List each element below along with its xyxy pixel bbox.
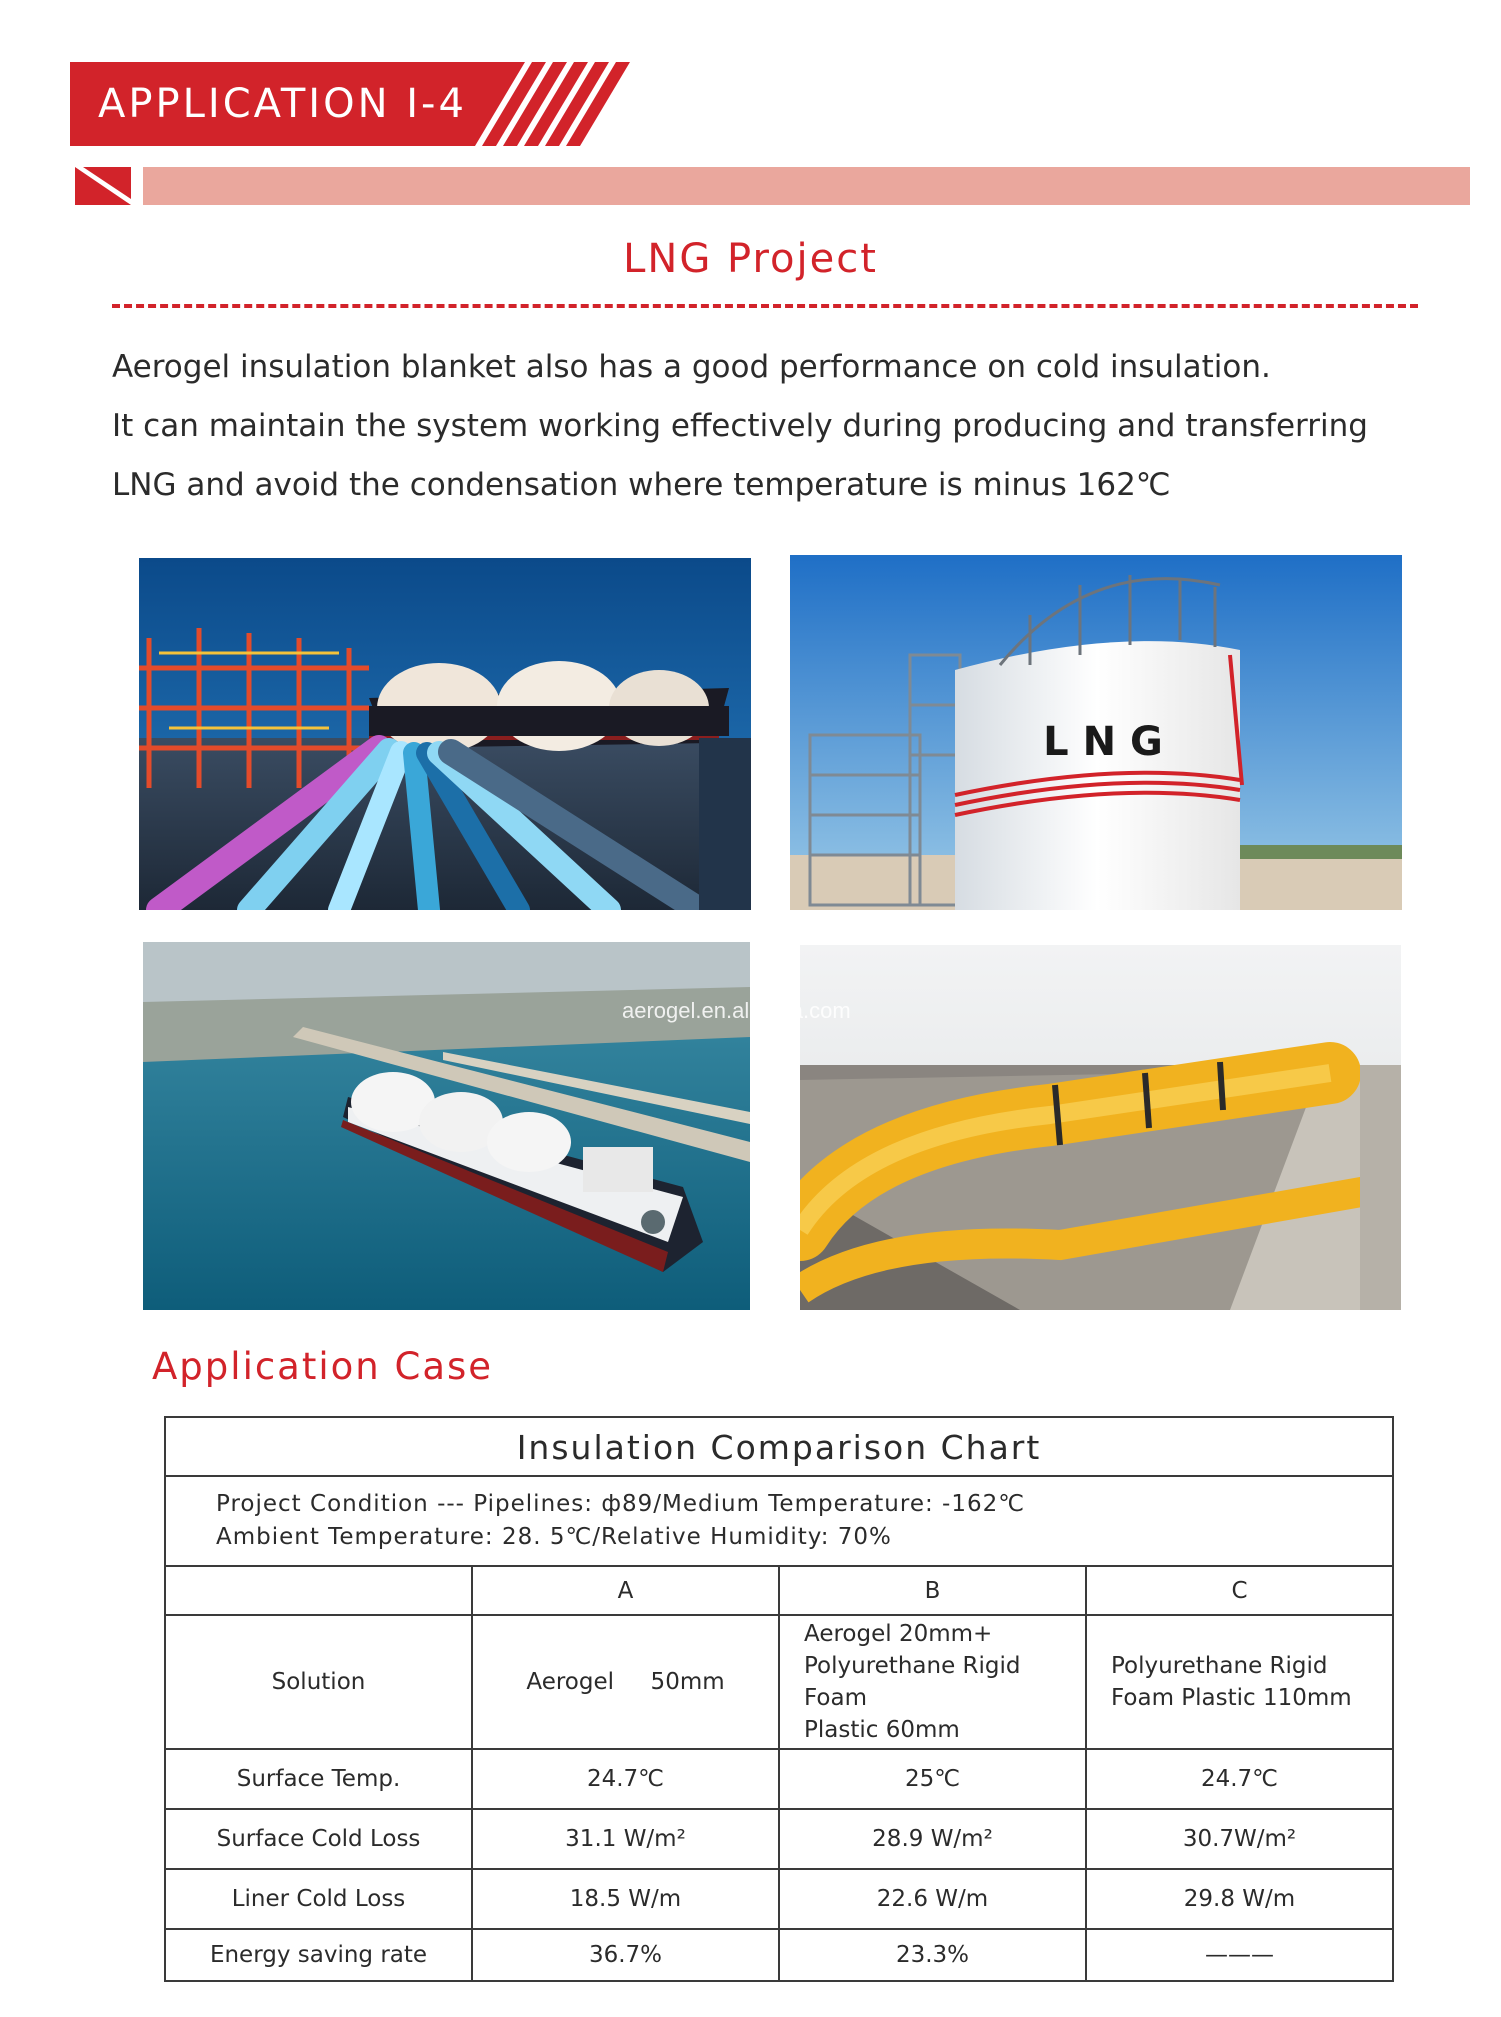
- header-accent-bar: [143, 167, 1470, 205]
- energy-saving-rate-c: ———: [1205, 1942, 1274, 1968]
- row-label-energy-saving-rate: Energy saving rate: [209, 1942, 428, 1968]
- energy-saving-rate-a: 36.7%: [588, 1942, 663, 1968]
- row-label-liner-cold-loss: Liner Cold Loss: [231, 1886, 406, 1912]
- surface-cold-loss-b: 28.9 W/m²: [872, 1826, 993, 1852]
- table-title: Insulation Comparison Chart: [516, 1428, 1042, 1467]
- column-header-b: B: [924, 1577, 941, 1604]
- liner-cold-loss-a: 18.5 W/m: [569, 1886, 682, 1912]
- row-label-solution: Solution: [271, 1669, 366, 1695]
- lng-carrier-pipelines-photo: [139, 558, 751, 910]
- surface-temp-a: 24.7℃: [586, 1766, 665, 1792]
- application-case-title: Application Case: [152, 1345, 494, 1388]
- watermark-text: aerogel.en.alibaba.com: [622, 998, 851, 1023]
- column-header-a: A: [617, 1577, 634, 1604]
- liner-cold-loss-c: 29.8 W/m: [1183, 1886, 1296, 1912]
- row-label-surface-temp: Surface Temp.: [236, 1766, 401, 1792]
- page-header-title: APPLICATION Ⅰ-4: [98, 81, 467, 127]
- energy-saving-rate-b: 23.3%: [895, 1942, 970, 1968]
- liner-cold-loss-b: 22.6 W/m: [876, 1886, 989, 1912]
- solution-b: Aerogel 20mm+ Polyurethane Rigid Foam Plastic 60mm: [804, 1621, 1021, 1743]
- intro-line: LNG and avoid the condensation where temperature is minus 162℃: [112, 467, 1171, 503]
- header-banner: [70, 62, 665, 146]
- intro-line: It can maintain the system working effectively during producing and transferring: [112, 408, 1368, 444]
- project-condition: [216, 1488, 1025, 1554]
- tank-label: LNG: [1043, 719, 1177, 765]
- row-label-surface-cold-loss: Surface Cold Loss: [216, 1826, 421, 1852]
- surface-temp-b: 25℃: [904, 1766, 961, 1792]
- surface-temp-c: 24.7℃: [1200, 1766, 1279, 1792]
- solution-c: Polyurethane Rigid Foam Plastic 110mm: [1111, 1653, 1352, 1711]
- column-header-c: C: [1231, 1577, 1248, 1604]
- corner-flag-icon: [75, 167, 131, 205]
- section-title: LNG Project: [623, 236, 878, 282]
- lng-storage-tank-photo: [790, 555, 1402, 910]
- dashed-divider: [112, 304, 1418, 308]
- condition-line: Project Condition --- Pipelines: ф89/Medium Temperature: -162℃: [216, 1491, 1026, 1517]
- solution-a: Aerogel 50mm: [526, 1669, 725, 1695]
- intro-line: Aerogel insulation blanket also has a good performance on cold insulation.: [112, 349, 1271, 385]
- condition-line: Ambient Temperature: 28. 5℃/Relative Humidity: 70%: [216, 1524, 892, 1550]
- intro-paragraph: [112, 338, 1482, 515]
- insulated-pipeline-jetty-photo: [800, 945, 1401, 1310]
- insulation-comparison-table: [164, 1416, 1394, 1982]
- surface-cold-loss-a: 31.1 W/m²: [565, 1826, 686, 1852]
- surface-cold-loss-c: 30.7W/m²: [1182, 1826, 1297, 1852]
- table-divider: [166, 1475, 1392, 1477]
